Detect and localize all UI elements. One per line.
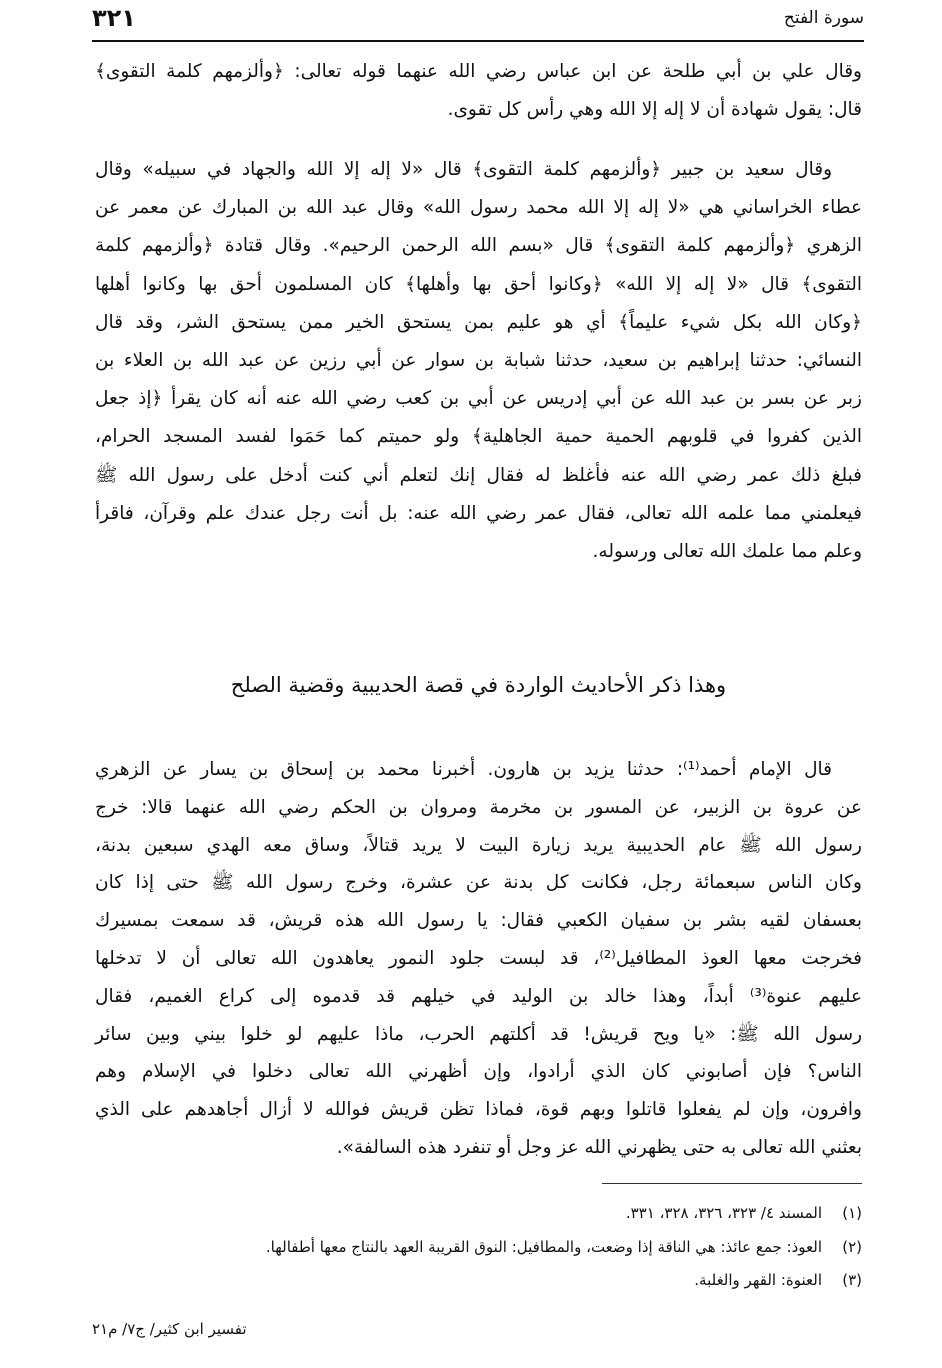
paragraph3-line: فخرجت معها العوذ المطافيل⁽²⁾، قد لبست جلود النمور يعاهدون الله تعالى أن لا تدخلها [95,948,863,969]
paragraph3-line: الناس؟ فإن أصابوني كان الذي أرادوا، وإن أظهرني الله تعالى دخلوا في الإسلام وهم [95,1061,862,1083]
paragraph3-line: رسول الله ﷺ: «يا ويح قريش! قد أكلتهم الحرب، ماذا عليهم لو خلوا بيني وبين سائر [95,1023,862,1045]
footnote-text: العنوة: القهر والغلبة. [694,1271,822,1289]
paragraph2-line: ﴿وكان الله بكل شيء عليماً﴾ أي هو عليم بمن يستحق الخير ممن يستحق الشر، وقد قال [95,311,862,333]
paragraph2-line: زبر عن بسر بن عبد الله عن أبي إدريس عن أبي بن كعب رضي الله عنه أنه كان يقرأ ﴿إذ جعل [95,388,862,410]
page-number: ٣٢١ [92,4,136,32]
paragraph2-line: فيعلمني مما علمه الله تعالى، فقال عمر رضي الله عنه: بل أنت رجل عندك علم وقرآن، فاقرأ [95,502,862,524]
footnote-number: (٢) [842,1238,862,1256]
surah-title: سورة الفتح [783,8,864,28]
paragraph2-line: وعلم مما علمك الله تعالى ورسوله. [592,541,862,562]
paragraph2-line: التقوى﴾ قال «لا إله إلا الله» ﴿وكانوا أحق بها وأهلها﴾ كان المسلمون أحق بها وكانوا أهلها [95,273,862,295]
page-footer: تفسير ابن كثير/ ج٧/ م٢١ [92,1320,247,1338]
footnote-rule [602,1183,862,1184]
footnote-text: العوذ: جمع عائذ: هي الناقة إذا وضعت، والمطافيل: النوق القريبة العهد بالنتاج معها أطفالها. [265,1238,822,1256]
paragraph2-line: فبلغ ذلك عمر رضي الله عنه فأغلظ له فقال إنك لتعلم أني كنت أدخل على رسول الله ﷺ [95,464,862,486]
header-rule [92,40,864,42]
paragraph2-line: الذين كفروا في قلوبهم الحمية حمية الجاهلية﴾ ولو حميتم كما حَمَوا لفسد المسجد الحرام، [95,426,862,448]
paragraph3-line: وكان الناس سبعمائة رجل، فكانت كل بدنة عن عشرة، وخرج رسول الله ﷺ حتى إذا كان [95,872,862,894]
footnote-text: المسند ٤/ ٣٢٣، ٣٢٦، ٣٢٨، ٣٣١. [625,1204,822,1222]
paragraph1-line: وقال علي بن أبي طلحة عن ابن عباس رضي الله عنهما قوله تعالى: ﴿وألزمهم كلمة التقوى﴾ [95,61,862,82]
paragraph2-line: الزهري ﴿وألزمهم كلمة التقوى﴾ قال «بسم الله الرحمن الرحيم». وقال قتادة ﴿وألزمهم كلمة [95,235,862,257]
page-header [92,4,864,38]
footnote-1 [626,1201,862,1225]
paragraph2-line: وقال سعيد بن جبير ﴿وألزمهم كلمة التقوى﴾ قال «لا إله إلا الله والجهاد في سبيله» وقال [95,159,832,180]
footnote-number: (١) [842,1204,862,1222]
footnote-2 [266,1235,862,1259]
footnote-3 [694,1268,862,1292]
paragraph3-line: وافرون، وإن لم يفعلوا قاتلوا وبهم قوة، فماذا تظن قريش فوالله لا أزال أجاهدهم على الذي [95,1099,862,1121]
paragraph2-line: النسائي: حدثنا إبراهيم بن سعيد، حدثنا شبابة بن سوار عن أبي رزين عن عبد الله بن العلاء بن [95,350,862,371]
paragraph3-line: قال الإمام أحمد⁽¹⁾: حدثنا يزيد بن هارون. أخبرنا محمد بن إسحاق بن يسار عن الزهري [95,759,832,780]
section-heading: وهذا ذكر الأحاديث الواردة في قصة الحديبية وقضية الصلح [230,673,727,697]
paragraph3-line: عن عروة بن الزبير، عن المسور بن مخرمة ومروان بن الحكم رضي الله عنهما قالا: خرج [95,796,862,818]
paragraph2-line: عطاء الخراساني هي «لا إله إلا الله محمد رسول الله» وقال عبد الله بن المبارك عن معمر عن [95,197,862,219]
paragraph3-line: رسول الله ﷺ عام الحديبية يريد زيارة البيت لا يريد قتالاً، وساق معه الهدي سبعين بدنة، [95,834,862,856]
footnote-number: (٣) [842,1271,862,1289]
paragraph1-line: قال: يقول شهادة أن لا إله إلا الله وهي رأس كل تقوى. [447,99,862,120]
paragraph3-line: عليهم عنوة⁽³⁾ أبداً، وهذا خالد بن الوليد في خيلهم قد قدموه إلى كراع الغميم، فقال [95,985,862,1007]
paragraph3-line: بعسفان لقيه بشر بن سفيان الكعبي فقال: يا رسول الله هذه قريش، قد سمعت بمسيرك [95,910,862,932]
paragraph3-line: بعثني الله تعالى به حتى يظهرني الله عز وجل أو تنفرد هذه السالفة». [336,1137,862,1158]
